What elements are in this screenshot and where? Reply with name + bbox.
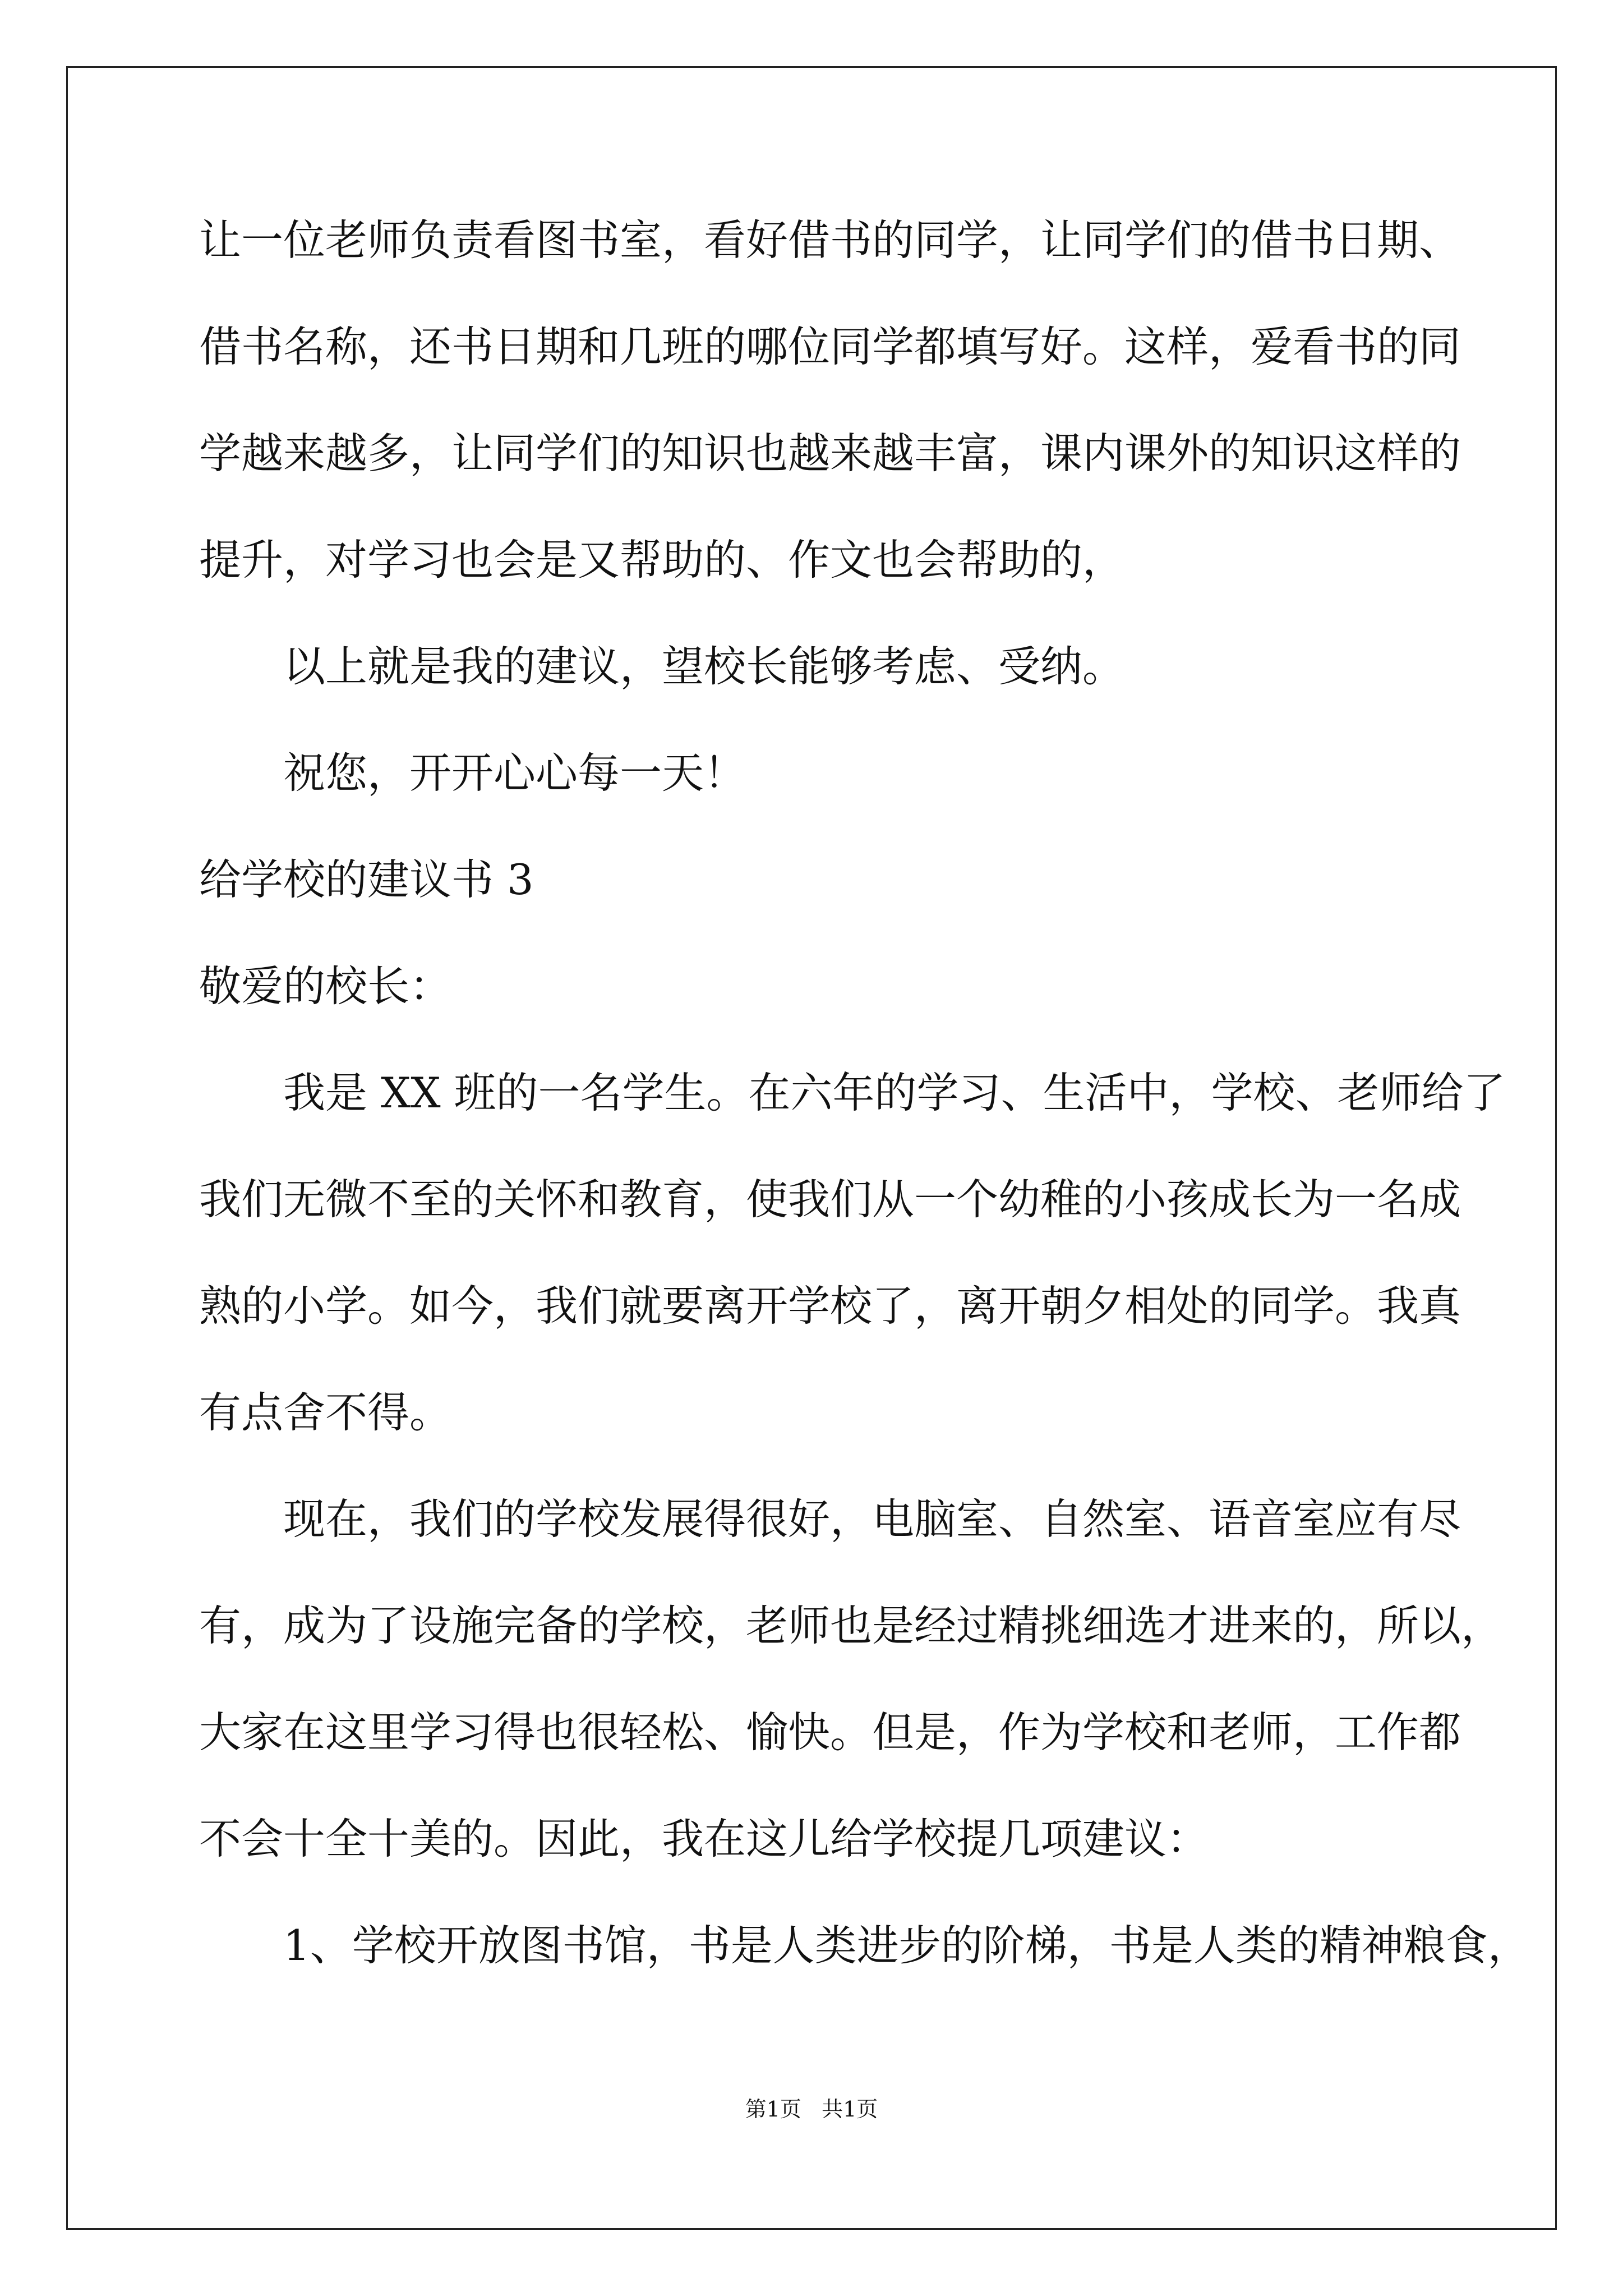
paragraph-line: 让一位老师负责看图书室，看好借书的同学，让同学们的借书日期、	[199, 215, 1461, 265]
paragraph-line: 不会十全十美的。因此，我在这儿给学校提几项建议：	[199, 1814, 1209, 1864]
paragraph-line: 大家在这里学习得也很轻松、愉快。但是，作为学校和老师，工作都	[199, 1708, 1461, 1757]
page-footer: 第1页 共1页	[745, 2097, 878, 2122]
salutation: 敬爱的校长：	[199, 961, 452, 1011]
paragraph-line: 提升，对学习也会是又帮助的、作文也会帮助的，	[199, 535, 1125, 585]
paragraph-line: 我是 XX 班的一名学生。在六年的学习、生活中，学校、老师给了	[283, 1068, 1506, 1117]
paragraph-line: 以上就是我的建议，望校长能够考虑、受纳。	[283, 642, 1125, 691]
paragraph-line: 有点舍不得。	[199, 1388, 452, 1437]
paragraph-line: 现在，我们的学校发展得很好，电脑室、自然室、语音室应有尽	[283, 1494, 1461, 1544]
paragraph-line: 借书名称，还书日期和几班的哪位同学都填写好。这样，爱看书的同	[199, 322, 1461, 371]
paragraph-line: 熟的小学。如今，我们就要离开学校了，离开朝夕相处的同学。我真	[199, 1281, 1461, 1331]
paragraph-line: 1、学校开放图书馆，书是人类进步的阶梯，书是人类的精神粮食，	[283, 1921, 1530, 1970]
page-border	[66, 66, 1557, 2230]
paragraph-line: 学越来越多，让同学们的知识也越来越丰富，课内课外的知识这样的	[199, 429, 1461, 478]
section-title: 给学校的建议书 3	[199, 855, 534, 904]
paragraph-line: 祝您，开开心心每一天！	[283, 748, 746, 798]
paragraph-line: 有，成为了设施完备的学校，老师也是经过精挑细选才进来的，所以，	[199, 1601, 1504, 1650]
paragraph-line: 我们无微不至的关怀和教育，使我们从一个幼稚的小孩成长为一名成	[199, 1175, 1461, 1224]
